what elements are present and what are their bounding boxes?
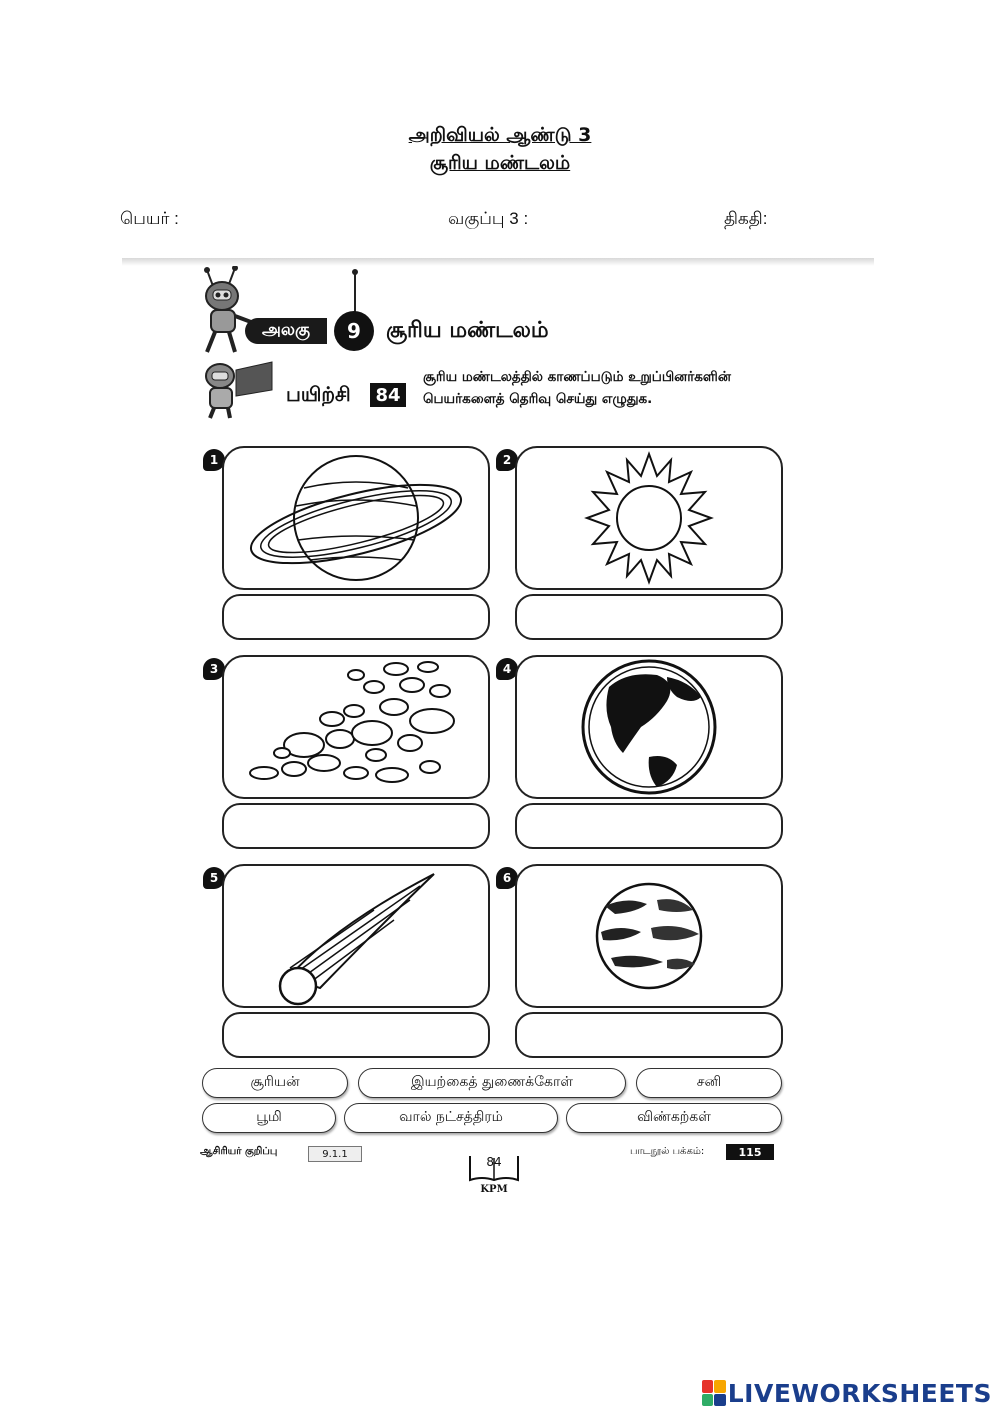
sheet-divider: [122, 258, 874, 266]
word-saturn[interactable]: சனி: [636, 1068, 782, 1098]
robot-screen-icon: [198, 356, 278, 420]
exercise-number: 84: [370, 383, 406, 407]
word-asteroids[interactable]: விண்கற்கள்: [566, 1103, 782, 1133]
textbook-page-number: 115: [726, 1144, 774, 1160]
unit-label: அலகு: [245, 318, 327, 344]
exercise-label: பயிற்சி: [286, 382, 351, 406]
exercise-instruction: சூரிய மண்டலத்தில் காணப்படும் உறுப்பினர்களின் பெயர்களைத் தெரிவு செய்து எழுதுக.: [423, 369, 731, 407]
item-badge-3: 3: [203, 658, 225, 680]
unit-number: 9: [334, 311, 374, 351]
picture-card-4: [515, 655, 783, 799]
planet-icon: [517, 866, 781, 1006]
page-number: 84: [486, 1155, 502, 1169]
word-comet[interactable]: வால் நட்சத்திரம்: [344, 1103, 558, 1133]
picture-card-5: [222, 864, 490, 1008]
word-earth[interactable]: பூமி: [202, 1103, 336, 1133]
name-label: பெயர் :: [120, 209, 179, 228]
item-badge-5: 5: [203, 867, 225, 889]
brand-text: LIVEWORKSHEETS: [727, 1378, 992, 1408]
worksheet-subtitle: சூரிய மண்டலம்: [429, 152, 571, 174]
word-natural-satellite[interactable]: இயற்கைத் துணைக்கோள்: [358, 1068, 626, 1098]
answer-box-3[interactable]: [222, 803, 490, 849]
textbook-page-label: பாடநூல் பக்கம்:: [630, 1146, 705, 1157]
liveworksheets-logo-icon: [702, 1380, 726, 1406]
worksheet-title: அறிவியல் ஆண்டு 3: [408, 124, 592, 146]
class-label: வகுப்பு 3 :: [448, 209, 529, 228]
answer-box-1[interactable]: [222, 594, 490, 640]
teacher-note-label: ஆசிரியர் குறிப்பு: [200, 1146, 278, 1157]
item-badge-1: 1: [203, 449, 225, 471]
answer-box-2[interactable]: [515, 594, 783, 640]
answer-box-6[interactable]: [515, 1012, 783, 1058]
sun-icon: [517, 448, 781, 588]
standard-code: 9.1.1: [308, 1146, 362, 1162]
picture-card-2: [515, 446, 783, 590]
item-badge-4: 4: [496, 658, 518, 680]
answer-box-5[interactable]: [222, 1012, 490, 1058]
pin-icon: [350, 268, 360, 314]
answer-box-4[interactable]: [515, 803, 783, 849]
comet-icon: [224, 866, 488, 1006]
asteroids-icon: [224, 657, 488, 797]
picture-card-1: [222, 446, 490, 590]
publisher-label: KPM: [480, 1184, 508, 1195]
item-badge-6: 6: [496, 867, 518, 889]
item-badge-2: 2: [496, 449, 518, 471]
picture-card-3: [222, 655, 490, 799]
word-sun[interactable]: சூரியன்: [202, 1068, 348, 1098]
earth-icon: [517, 657, 781, 797]
saturn-icon: [224, 448, 488, 588]
picture-card-6: [515, 864, 783, 1008]
unit-title: சூரிய மண்டலம்: [386, 318, 549, 343]
robot-mascot-icon: [195, 266, 255, 356]
date-label: திகதி:: [724, 209, 768, 228]
liveworksheets-brand[interactable]: [702, 1378, 992, 1408]
